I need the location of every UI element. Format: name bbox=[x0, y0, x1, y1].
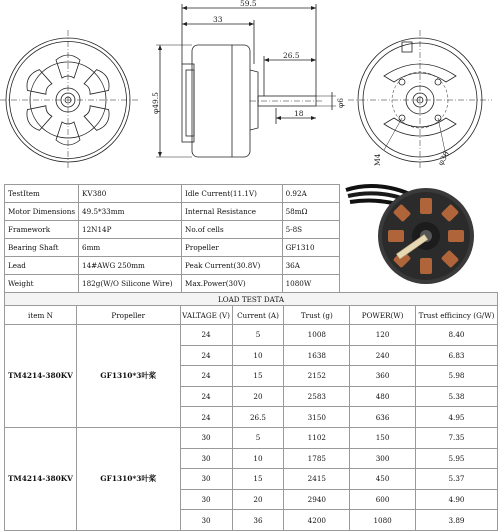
motor-technical-drawing bbox=[0, 0, 500, 180]
dim-body-length: 33 bbox=[213, 15, 223, 24]
load-test-header: POWER(W) bbox=[350, 306, 416, 325]
dim-bolt-circle: φ30 bbox=[435, 149, 452, 167]
spec-row bbox=[5, 257, 340, 275]
spec-cell-v1: 6mm bbox=[79, 239, 182, 257]
data-cell: 30 bbox=[180, 427, 232, 448]
data-cell: 2940 bbox=[284, 489, 350, 510]
data-cell: 2415 bbox=[284, 469, 350, 490]
rear-view bbox=[348, 30, 492, 170]
data-cell: 4.90 bbox=[416, 489, 498, 510]
table-row bbox=[5, 325, 498, 346]
spec-cell-v1: 14#AWG 250mm bbox=[79, 257, 182, 275]
spec-row bbox=[5, 239, 340, 257]
data-cell: 150 bbox=[350, 427, 416, 448]
side-view bbox=[156, 4, 336, 157]
spec-cell-v1: 182g(W/O Silicone Wire) bbox=[79, 275, 182, 293]
data-cell: 36 bbox=[232, 510, 284, 531]
data-cell: 5.98 bbox=[416, 366, 498, 387]
spec-cell-k2: Idle Current(11.1V) bbox=[182, 185, 283, 203]
data-cell: 1102 bbox=[284, 427, 350, 448]
propeller-cell: GF1310*3叶桨 bbox=[76, 325, 180, 428]
data-cell: 30 bbox=[180, 489, 232, 510]
spec-row bbox=[5, 275, 340, 293]
spec-cell-k1: TestItem bbox=[5, 185, 79, 203]
data-cell: 636 bbox=[350, 407, 416, 428]
spec-cell-v2: 5-8S bbox=[282, 221, 339, 239]
data-cell: 3150 bbox=[284, 407, 350, 428]
dim-shaft-exposed: 18 bbox=[294, 109, 304, 118]
load-test-table bbox=[4, 292, 498, 531]
spec-cell-k1: Lead bbox=[5, 257, 79, 275]
data-cell: 450 bbox=[350, 469, 416, 490]
spec-cell-v2: GF1310 bbox=[282, 239, 339, 257]
data-cell: 15 bbox=[232, 469, 284, 490]
spec-cell-k1: Weight bbox=[5, 275, 79, 293]
data-cell: 1638 bbox=[284, 345, 350, 366]
spec-cell-v1: 49.5*33mm bbox=[79, 203, 182, 221]
spec-cell-k2: Propeller bbox=[182, 239, 283, 257]
load-test-header: Current (A) bbox=[232, 306, 284, 325]
spec-cell-k1: Motor Dimensions bbox=[5, 203, 79, 221]
data-cell: 1080 bbox=[350, 510, 416, 531]
load-test-header: Trust (g) bbox=[284, 306, 350, 325]
spec-cell-k2: Max.Power(30V) bbox=[182, 275, 283, 293]
data-cell: 26.5 bbox=[232, 407, 284, 428]
spec-cell-v2: 0.92A bbox=[282, 185, 339, 203]
data-cell: 24 bbox=[180, 386, 232, 407]
spec-table bbox=[4, 184, 340, 293]
spec-cell-k1: Framework bbox=[5, 221, 79, 239]
data-cell: 10 bbox=[232, 448, 284, 469]
dim-shaft-diameter: φ6 bbox=[336, 97, 345, 108]
spec-cell-v2: 1080W bbox=[282, 275, 339, 293]
load-test-header: item N bbox=[5, 306, 77, 325]
data-cell: 20 bbox=[232, 386, 284, 407]
data-cell: 30 bbox=[180, 448, 232, 469]
data-cell: 20 bbox=[232, 489, 284, 510]
data-cell: 24 bbox=[180, 325, 232, 346]
data-cell: 300 bbox=[350, 448, 416, 469]
propeller-cell: GF1310*3叶桨 bbox=[76, 427, 180, 530]
data-cell: 5 bbox=[232, 427, 284, 448]
spec-row bbox=[5, 221, 340, 239]
load-test-header: VALTAGE (V) bbox=[180, 306, 232, 325]
front-view bbox=[0, 30, 138, 170]
spec-cell-k2: Internal Resistance bbox=[182, 203, 283, 221]
data-cell: 24 bbox=[180, 345, 232, 366]
dim-shaft-span: 26.5 bbox=[283, 51, 300, 60]
spec-cell-v2: 58mΩ bbox=[282, 203, 339, 221]
data-cell: 8.40 bbox=[416, 325, 498, 346]
data-cell: 4200 bbox=[284, 510, 350, 531]
spec-cell-v2: 36A bbox=[282, 257, 339, 275]
data-cell: 3.89 bbox=[416, 510, 498, 531]
data-cell: 10 bbox=[232, 345, 284, 366]
spec-cell-k2: No.of cells bbox=[182, 221, 283, 239]
data-cell: 15 bbox=[232, 366, 284, 387]
data-cell: 360 bbox=[350, 366, 416, 387]
spec-cell-k2: Peak Current(30.8V) bbox=[182, 257, 283, 275]
data-cell: 24 bbox=[180, 407, 232, 428]
data-cell: 120 bbox=[350, 325, 416, 346]
data-cell: 4.95 bbox=[416, 407, 498, 428]
spec-row bbox=[5, 185, 340, 203]
load-test-title: LOAD TEST DATA bbox=[5, 293, 498, 306]
load-test-header: Trust efficincy (G/W) bbox=[416, 306, 498, 325]
data-cell: 30 bbox=[180, 510, 232, 531]
data-cell: 5.38 bbox=[416, 386, 498, 407]
item-cell: TM4214-380KV bbox=[5, 427, 77, 530]
dim-hole-label: M4 bbox=[373, 153, 382, 166]
data-cell: 1008 bbox=[284, 325, 350, 346]
spec-row bbox=[5, 203, 340, 221]
spec-cell-v1: KV380 bbox=[79, 185, 182, 203]
dim-total-length: 59.5 bbox=[240, 0, 257, 8]
data-cell: 6.83 bbox=[416, 345, 498, 366]
data-cell: 240 bbox=[350, 345, 416, 366]
item-cell: TM4214-380KV bbox=[5, 325, 77, 428]
data-cell: 5.37 bbox=[416, 469, 498, 490]
spec-cell-k1: Bearing Shaft bbox=[5, 239, 79, 257]
spec-cell-v1: 12N14P bbox=[79, 221, 182, 239]
data-cell: 480 bbox=[350, 386, 416, 407]
data-cell: 600 bbox=[350, 489, 416, 510]
data-cell: 5.95 bbox=[416, 448, 498, 469]
data-cell: 24 bbox=[180, 366, 232, 387]
data-cell: 30 bbox=[180, 469, 232, 490]
data-cell: 5 bbox=[232, 325, 284, 346]
data-cell: 2583 bbox=[284, 386, 350, 407]
data-cell: 2152 bbox=[284, 366, 350, 387]
motor-photo bbox=[340, 182, 500, 292]
dim-body-diameter: φ49.5 bbox=[151, 92, 160, 114]
table-row bbox=[5, 427, 498, 448]
load-test-header: Propeller bbox=[76, 306, 180, 325]
data-cell: 1785 bbox=[284, 448, 350, 469]
data-cell: 7.35 bbox=[416, 427, 498, 448]
